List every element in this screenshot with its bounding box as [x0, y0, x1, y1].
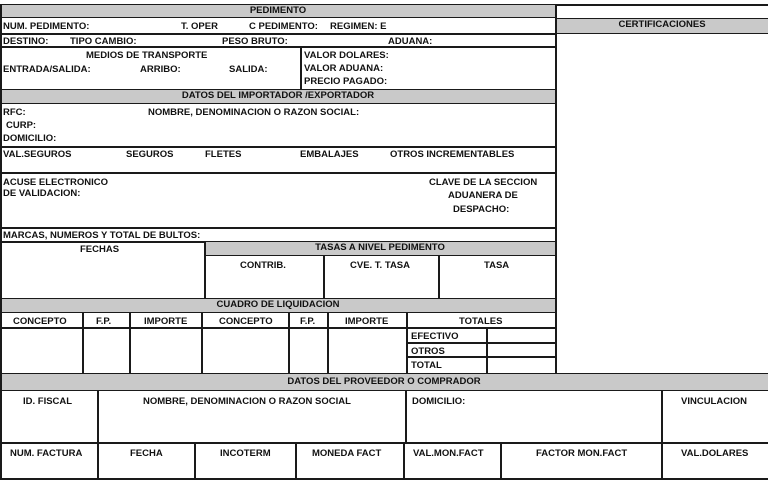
- rule: [327, 313, 329, 373]
- tipo-cambio-label: TIPO CAMBIO:: [70, 36, 137, 47]
- rule: [194, 442, 196, 480]
- tasa-label: TASA: [484, 260, 510, 271]
- aduanera-de-label: ADUANERA DE: [448, 190, 518, 201]
- liq-col-fp-2: F.P.: [300, 316, 316, 327]
- incoterm-label: INCOTERM: [220, 448, 271, 459]
- valor-aduana-label: VALOR ADUANA:: [304, 63, 384, 74]
- nombre-razon-social-label: NOMBRE, DENOMINACION O RAZON SOCIAL:: [148, 107, 360, 118]
- rule: [407, 342, 556, 344]
- rule: [97, 442, 99, 480]
- rule: [0, 478, 768, 480]
- moneda-fact-label: MONEDA FACT: [312, 448, 382, 459]
- rule: [661, 391, 663, 480]
- proveedor-domicilio-label: DOMICILIO:: [412, 396, 466, 407]
- liq-col-importe-2: IMPORTE: [345, 316, 389, 327]
- num-pedimento-label: NUM. PEDIMENTO:: [3, 21, 90, 32]
- liquidacion-header: [0, 298, 556, 313]
- rule: [97, 391, 99, 443]
- liquidacion-header-text: CUADRO DE LIQUIDACION: [216, 299, 340, 310]
- liq-col-fp: F.P.: [96, 316, 112, 327]
- cve-t-tasa-label: CVE. T. TASA: [350, 260, 410, 271]
- proveedor-header: [0, 373, 768, 391]
- rule: [0, 146, 556, 148]
- c-pedimento-label: C PEDIMENTO:: [249, 21, 318, 32]
- marcas-label: MARCAS, NUMEROS Y TOTAL DE BULTOS:: [3, 230, 201, 241]
- rule: [0, 241, 204, 243]
- rule: [0, 327, 407, 329]
- rule: [407, 327, 556, 329]
- de-validacion-label: DE VALIDACION:: [3, 188, 81, 199]
- rule: [0, 172, 556, 174]
- rule: [323, 256, 325, 299]
- num-factura-label: NUM. FACTURA: [10, 448, 83, 459]
- importador-header-text: DATOS DEL IMPORTADOR /EXPORTADOR: [181, 90, 375, 101]
- precio-pagado-label: PRECIO PAGADO:: [304, 76, 388, 87]
- medios-transporte-label: MEDIOS DE TRANSPORTE: [86, 50, 208, 61]
- id-fiscal-label: ID. FISCAL: [23, 396, 73, 407]
- rule: [295, 442, 297, 480]
- factor-mon-fact-label: FACTOR MON.FACT: [536, 448, 628, 459]
- destino-label: DESTINO:: [3, 36, 49, 47]
- regimen-label: REGIMEN: E: [330, 21, 387, 32]
- liq-col-importe: IMPORTE: [144, 316, 188, 327]
- rule: [486, 327, 488, 373]
- rule: [405, 391, 407, 443]
- rule: [500, 442, 502, 480]
- proveedor-nombre-label: NOMBRE, DENOMINACION O RAZON SOCIAL: [143, 396, 351, 407]
- certificaciones-header: [556, 18, 768, 34]
- val-mon-fact-label: VAL.MON.FACT: [413, 448, 484, 459]
- cert-top-line: [556, 4, 768, 6]
- t-oper-label: T. OPER: [181, 21, 218, 32]
- otros-label: OTROS: [411, 346, 445, 357]
- vinculacion-label: VINCULACION: [681, 396, 747, 407]
- fecha-label: FECHA: [130, 448, 163, 459]
- valor-dolares-label: VALOR DOLARES:: [304, 50, 389, 61]
- embalajes-label: EMBALAJES: [300, 149, 359, 160]
- rule: [300, 46, 302, 90]
- clave-seccion-label: CLAVE DE LA SECCION: [429, 177, 538, 188]
- efectivo-label: EFECTIVO: [411, 331, 459, 342]
- totales-label: TOTALES: [459, 316, 503, 327]
- rule: [438, 256, 440, 299]
- rule: [201, 313, 203, 373]
- rule: [82, 313, 84, 373]
- entrada-salida-label: ENTRADA/SALIDA:: [3, 64, 91, 75]
- val-dolares-label: VAL.DOLARES: [681, 448, 749, 459]
- liq-col-concepto: CONCEPTO: [13, 316, 67, 327]
- importador-header: [0, 89, 556, 104]
- fletes-label: FLETES: [205, 149, 242, 160]
- proveedor-header-text: DATOS DEL PROVEEDOR O COMPRADOR: [287, 376, 481, 387]
- rule: [129, 313, 131, 373]
- rule: [403, 442, 405, 480]
- pedimento-header-text: PEDIMENTO: [249, 5, 307, 16]
- rule: [288, 313, 290, 373]
- tasas-header: [204, 241, 556, 256]
- rfc-label: RFC:: [3, 107, 26, 118]
- aduana-label: ADUANA:: [388, 36, 433, 47]
- tasas-header-text: TASAS A NIVEL PEDIMENTO: [315, 242, 445, 253]
- val-seguros-label: VAL.SEGUROS: [3, 149, 72, 160]
- rule: [204, 241, 206, 299]
- salida-label: SALIDA:: [229, 64, 268, 75]
- curp-label: CURP:: [6, 120, 37, 131]
- arribo-label: ARRIBO:: [140, 64, 181, 75]
- column-separator: [555, 4, 557, 374]
- fechas-label: FECHAS: [80, 244, 120, 255]
- pedimento-header: [0, 4, 556, 18]
- domicilio-label: DOMICILIO:: [3, 133, 57, 144]
- total-label: TOTAL: [411, 360, 442, 371]
- peso-bruto-label: PESO BRUTO:: [222, 36, 288, 47]
- rule: [0, 442, 768, 444]
- acuse-electronico-label: ACUSE ELECTRONICO: [3, 177, 109, 188]
- contrib-label: CONTRIB.: [240, 260, 286, 271]
- rule: [0, 227, 556, 229]
- certificaciones-header-text: CERTIFICACIONES: [618, 19, 706, 30]
- seguros-label: SEGUROS: [126, 149, 174, 160]
- rule: [0, 33, 556, 35]
- liq-col-concepto-2: CONCEPTO: [219, 316, 273, 327]
- otros-incrementables-label: OTROS INCREMENTABLES: [390, 149, 515, 160]
- despacho-label: DESPACHO:: [453, 204, 510, 215]
